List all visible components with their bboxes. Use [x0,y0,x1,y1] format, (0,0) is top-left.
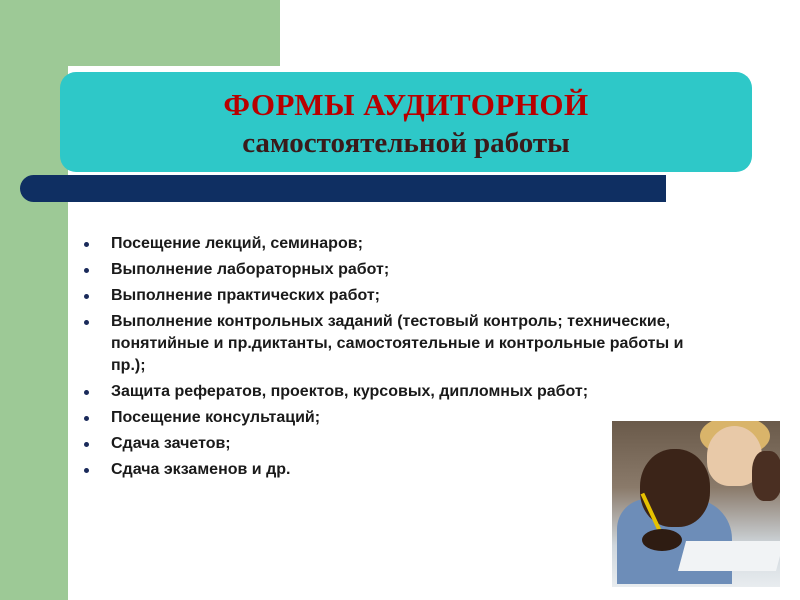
list-item-text: Выполнение лабораторных работ; [111,261,390,278]
bullet-icon [84,390,89,395]
title-sub: самостоятельной работы [242,127,570,159]
list-item [80,259,710,281]
title-banner [60,72,752,172]
list-item-text: Защита рефератов, проектов, курсовых, дипломных работ; [111,383,589,400]
list-item-text: Сдача экзаменов и др. [111,461,291,478]
bullet-icon [84,320,89,325]
list-item-text: Сдача зачетов; [111,435,231,452]
list-item-text: Посещение консультаций; [111,409,321,426]
bullet-icon [84,242,89,247]
title-main: ФОРМЫ АУДИТОРНОЙ [223,87,589,122]
bullet-icon [84,468,89,473]
list-item-text: Выполнение контрольных заданий (тестовый контроль; технические, понятийные и пр.диктанты, самостоятельные и контрольные работы и пр.); [111,313,684,374]
list-item [80,311,710,377]
student-hand [642,529,682,551]
navy-divider-bar [20,175,666,202]
bullet-icon [84,294,89,299]
right-student [752,451,780,501]
paper-sheet [678,541,780,571]
list-item-text: Посещение лекций, семинаров; [111,235,363,252]
bullet-icon [84,268,89,273]
list-item-text: Выполнение практических работ; [111,287,380,304]
bullet-icon [84,442,89,447]
list-item [80,233,710,255]
students-writing-photo [612,421,780,587]
bullet-icon [84,416,89,421]
list-item [80,285,710,307]
list-item [80,381,710,403]
